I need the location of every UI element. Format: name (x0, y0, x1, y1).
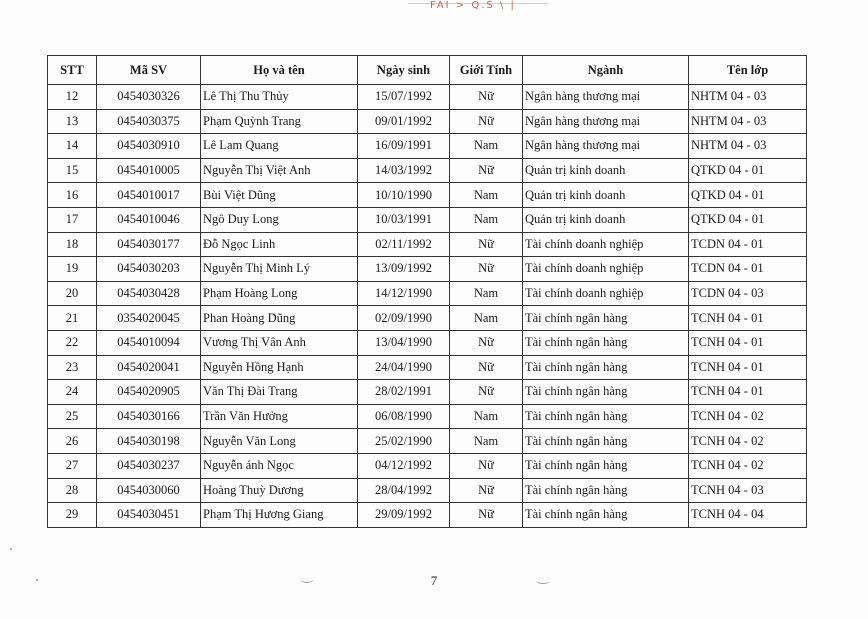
cell-ten-lop: TCDN 04 - 03 (689, 281, 807, 306)
cell-ten-lop: TCNH 04 - 01 (689, 306, 807, 331)
cell-gioi-tinh: Nữ (450, 257, 523, 282)
cell-ngay-sinh: 10/03/1991 (358, 207, 450, 232)
cell-ho-ten: Lê Lam Quang (201, 134, 358, 159)
cell-stt: 29 (48, 503, 97, 528)
cell-ngay-sinh: 13/04/1990 (358, 330, 450, 355)
cell-gioi-tinh: Nam (450, 183, 523, 208)
header-nganh: Ngành (523, 56, 689, 85)
cell-ho-ten: Phạm Quỳnh Trang (201, 109, 358, 134)
table-row (48, 330, 807, 355)
cell-stt: 18 (48, 232, 97, 257)
cell-stt: 27 (48, 453, 97, 478)
cell-ho-ten: Văn Thị Đài Trang (201, 380, 358, 405)
cell-stt: 12 (48, 85, 97, 110)
cell-nganh: Tài chính ngân hàng (523, 453, 689, 478)
cell-nganh: Tài chính ngân hàng (523, 503, 689, 528)
cell-ten-lop: QTKD 04 - 01 (689, 158, 807, 183)
cell-ten-lop: TCDN 04 - 01 (689, 232, 807, 257)
cell-nganh: Tài chính doanh nghiệp (523, 232, 689, 257)
cell-gioi-tinh: Nữ (450, 232, 523, 257)
cell-gioi-tinh: Nam (450, 207, 523, 232)
cell-ma-sv: 0454030375 (97, 109, 201, 134)
table-body (48, 85, 807, 528)
cell-ho-ten: Nguyễn Hồng Hạnh (201, 355, 358, 380)
header-gioi-tinh: Giới Tính (450, 56, 523, 85)
cell-ngay-sinh: 15/07/1992 (358, 85, 450, 110)
cell-nganh: Tài chính ngân hàng (523, 404, 689, 429)
cell-ngay-sinh: 28/04/1992 (358, 478, 450, 503)
cell-ma-sv: 0454030177 (97, 232, 201, 257)
cell-ho-ten: Ngô Duy Long (201, 207, 358, 232)
cell-ma-sv: 0454030428 (97, 281, 201, 306)
cell-ho-ten: Đỗ Ngọc Linh (201, 232, 358, 257)
cell-ten-lop: NHTM 04 - 03 (689, 109, 807, 134)
cell-ma-sv: 0454020905 (97, 380, 201, 405)
cell-ngay-sinh: 16/09/1991 (358, 134, 450, 159)
cell-stt: 14 (48, 134, 97, 159)
cell-ten-lop: TCDN 04 - 01 (689, 257, 807, 282)
cell-ma-sv: 0454010005 (97, 158, 201, 183)
scan-dot (36, 579, 38, 581)
cell-ngay-sinh: 14/03/1992 (358, 158, 450, 183)
page-number: 7 (430, 573, 438, 588)
scan-smudge-left (300, 574, 314, 583)
cell-stt: 26 (48, 429, 97, 454)
cell-nganh: Tài chính doanh nghiệp (523, 257, 689, 282)
table-row (48, 281, 807, 306)
cell-ho-ten: Nguyễn Văn Long (201, 429, 358, 454)
cell-ma-sv: 0454010094 (97, 330, 201, 355)
cell-ma-sv: 0454030910 (97, 134, 201, 159)
cell-ngay-sinh: 02/09/1990 (358, 306, 450, 331)
cell-ten-lop: TCNH 04 - 01 (689, 355, 807, 380)
cell-gioi-tinh: Nữ (450, 355, 523, 380)
cell-nganh: Tài chính ngân hàng (523, 429, 689, 454)
cell-ten-lop: TCNH 04 - 02 (689, 453, 807, 478)
cell-stt: 22 (48, 330, 97, 355)
cell-ho-ten: Nguyễn Thị Minh Lý (201, 257, 358, 282)
table-row (48, 85, 807, 110)
table-row (48, 453, 807, 478)
cell-ngay-sinh: 13/09/1992 (358, 257, 450, 282)
cell-gioi-tinh: Nam (450, 429, 523, 454)
table-header-row (48, 56, 807, 85)
cell-stt: 25 (48, 404, 97, 429)
table-row (48, 232, 807, 257)
table-row (48, 306, 807, 331)
cell-ten-lop: NHTM 04 - 03 (689, 85, 807, 110)
cell-gioi-tinh: Nữ (450, 85, 523, 110)
header-ma-sv: Mã SV (97, 56, 201, 85)
scan-mark: FAI > Q.S \ | (430, 0, 516, 11)
table-row (48, 478, 807, 503)
cell-stt: 21 (48, 306, 97, 331)
cell-ngay-sinh: 14/12/1990 (358, 281, 450, 306)
cell-gioi-tinh: Nam (450, 404, 523, 429)
cell-nganh: Tài chính ngân hàng (523, 306, 689, 331)
cell-ten-lop: TCNH 04 - 01 (689, 380, 807, 405)
cell-ma-sv: 0454010046 (97, 207, 201, 232)
cell-ma-sv: 0454030237 (97, 453, 201, 478)
cell-gioi-tinh: Nam (450, 281, 523, 306)
cell-nganh: Tài chính ngân hàng (523, 478, 689, 503)
cell-nganh: Ngân hàng thương mại (523, 134, 689, 159)
cell-nganh: Quản trị kinh doanh (523, 183, 689, 208)
header-ten-lop: Tên lớp (689, 56, 807, 85)
cell-ma-sv: 0454030326 (97, 85, 201, 110)
cell-gioi-tinh: Nữ (450, 453, 523, 478)
cell-ngay-sinh: 06/08/1990 (358, 404, 450, 429)
cell-ho-ten: Phạm Hoàng Long (201, 281, 358, 306)
cell-nganh: Ngân hàng thương mại (523, 109, 689, 134)
cell-ma-sv: 0454030203 (97, 257, 201, 282)
cell-ngay-sinh: 29/09/1992 (358, 503, 450, 528)
cell-ma-sv: 0454020041 (97, 355, 201, 380)
scan-dot (10, 548, 12, 550)
cell-ten-lop: QTKD 04 - 01 (689, 183, 807, 208)
table-row (48, 109, 807, 134)
cell-stt: 23 (48, 355, 97, 380)
cell-ho-ten: Nguyễn Thị Việt Anh (201, 158, 358, 183)
cell-ngay-sinh: 28/02/1991 (358, 380, 450, 405)
cell-ho-ten: Vương Thị Vân Anh (201, 330, 358, 355)
cell-stt: 15 (48, 158, 97, 183)
header-stt: STT (48, 56, 97, 85)
cell-ho-ten: Lê Thị Thu Thủy (201, 85, 358, 110)
cell-stt: 24 (48, 380, 97, 405)
cell-ho-ten: Nguyễn ánh Ngọc (201, 453, 358, 478)
cell-ma-sv: 0354020045 (97, 306, 201, 331)
cell-ngay-sinh: 09/01/1992 (358, 109, 450, 134)
cell-ho-ten: Phạm Thị Hương Giang (201, 503, 358, 528)
cell-stt: 13 (48, 109, 97, 134)
cell-ten-lop: TCNH 04 - 04 (689, 503, 807, 528)
cell-ten-lop: QTKD 04 - 01 (689, 207, 807, 232)
table-row (48, 183, 807, 208)
cell-ho-ten: Phan Hoàng Dũng (201, 306, 358, 331)
header-ngay-sinh: Ngày sinh (358, 56, 450, 85)
cell-ho-ten: Trần Văn Hưởng (201, 404, 358, 429)
cell-ma-sv: 0454030198 (97, 429, 201, 454)
cell-ho-ten: Bùi Việt Dũng (201, 183, 358, 208)
table-row (48, 158, 807, 183)
cell-stt: 28 (48, 478, 97, 503)
cell-gioi-tinh: Nam (450, 134, 523, 159)
cell-gioi-tinh: Nữ (450, 109, 523, 134)
table-row (48, 380, 807, 405)
cell-stt: 16 (48, 183, 97, 208)
cell-ten-lop: TCNH 04 - 02 (689, 404, 807, 429)
cell-nganh: Tài chính doanh nghiệp (523, 281, 689, 306)
cell-ma-sv: 0454030060 (97, 478, 201, 503)
cell-ho-ten: Hoàng Thuỳ Dương (201, 478, 358, 503)
table-row (48, 429, 807, 454)
cell-gioi-tinh: Nữ (450, 330, 523, 355)
cell-ma-sv: 0454030451 (97, 503, 201, 528)
cell-stt: 17 (48, 207, 97, 232)
cell-stt: 20 (48, 281, 97, 306)
cell-stt: 19 (48, 257, 97, 282)
table-row (48, 207, 807, 232)
cell-ngay-sinh: 10/10/1990 (358, 183, 450, 208)
cell-gioi-tinh: Nữ (450, 503, 523, 528)
cell-nganh: Quản trị kinh doanh (523, 207, 689, 232)
cell-gioi-tinh: Nữ (450, 158, 523, 183)
cell-nganh: Tài chính ngân hàng (523, 330, 689, 355)
cell-ma-sv: 0454030166 (97, 404, 201, 429)
cell-ngay-sinh: 24/04/1990 (358, 355, 450, 380)
cell-gioi-tinh: Nam (450, 306, 523, 331)
cell-ngay-sinh: 04/12/1992 (358, 453, 450, 478)
scan-smudge-right (536, 577, 550, 584)
cell-nganh: Quản trị kinh doanh (523, 158, 689, 183)
table-row (48, 355, 807, 380)
cell-gioi-tinh: Nữ (450, 380, 523, 405)
cell-nganh: Tài chính ngân hàng (523, 355, 689, 380)
cell-nganh: Tài chính ngân hàng (523, 380, 689, 405)
cell-ngay-sinh: 25/02/1990 (358, 429, 450, 454)
table-row (48, 134, 807, 159)
cell-ten-lop: NHTM 04 - 03 (689, 134, 807, 159)
cell-ten-lop: TCNH 04 - 03 (689, 478, 807, 503)
cell-ten-lop: TCNH 04 - 01 (689, 330, 807, 355)
cell-nganh: Ngân hàng thương mại (523, 85, 689, 110)
table-row (48, 503, 807, 528)
cell-ngay-sinh: 02/11/1992 (358, 232, 450, 257)
cell-ten-lop: TCNH 04 - 02 (689, 429, 807, 454)
student-table (47, 55, 807, 528)
table-row (48, 404, 807, 429)
header-ho-ten: Họ và tên (201, 56, 358, 85)
cell-ma-sv: 0454010017 (97, 183, 201, 208)
cell-gioi-tinh: Nữ (450, 478, 523, 503)
table-row (48, 257, 807, 282)
